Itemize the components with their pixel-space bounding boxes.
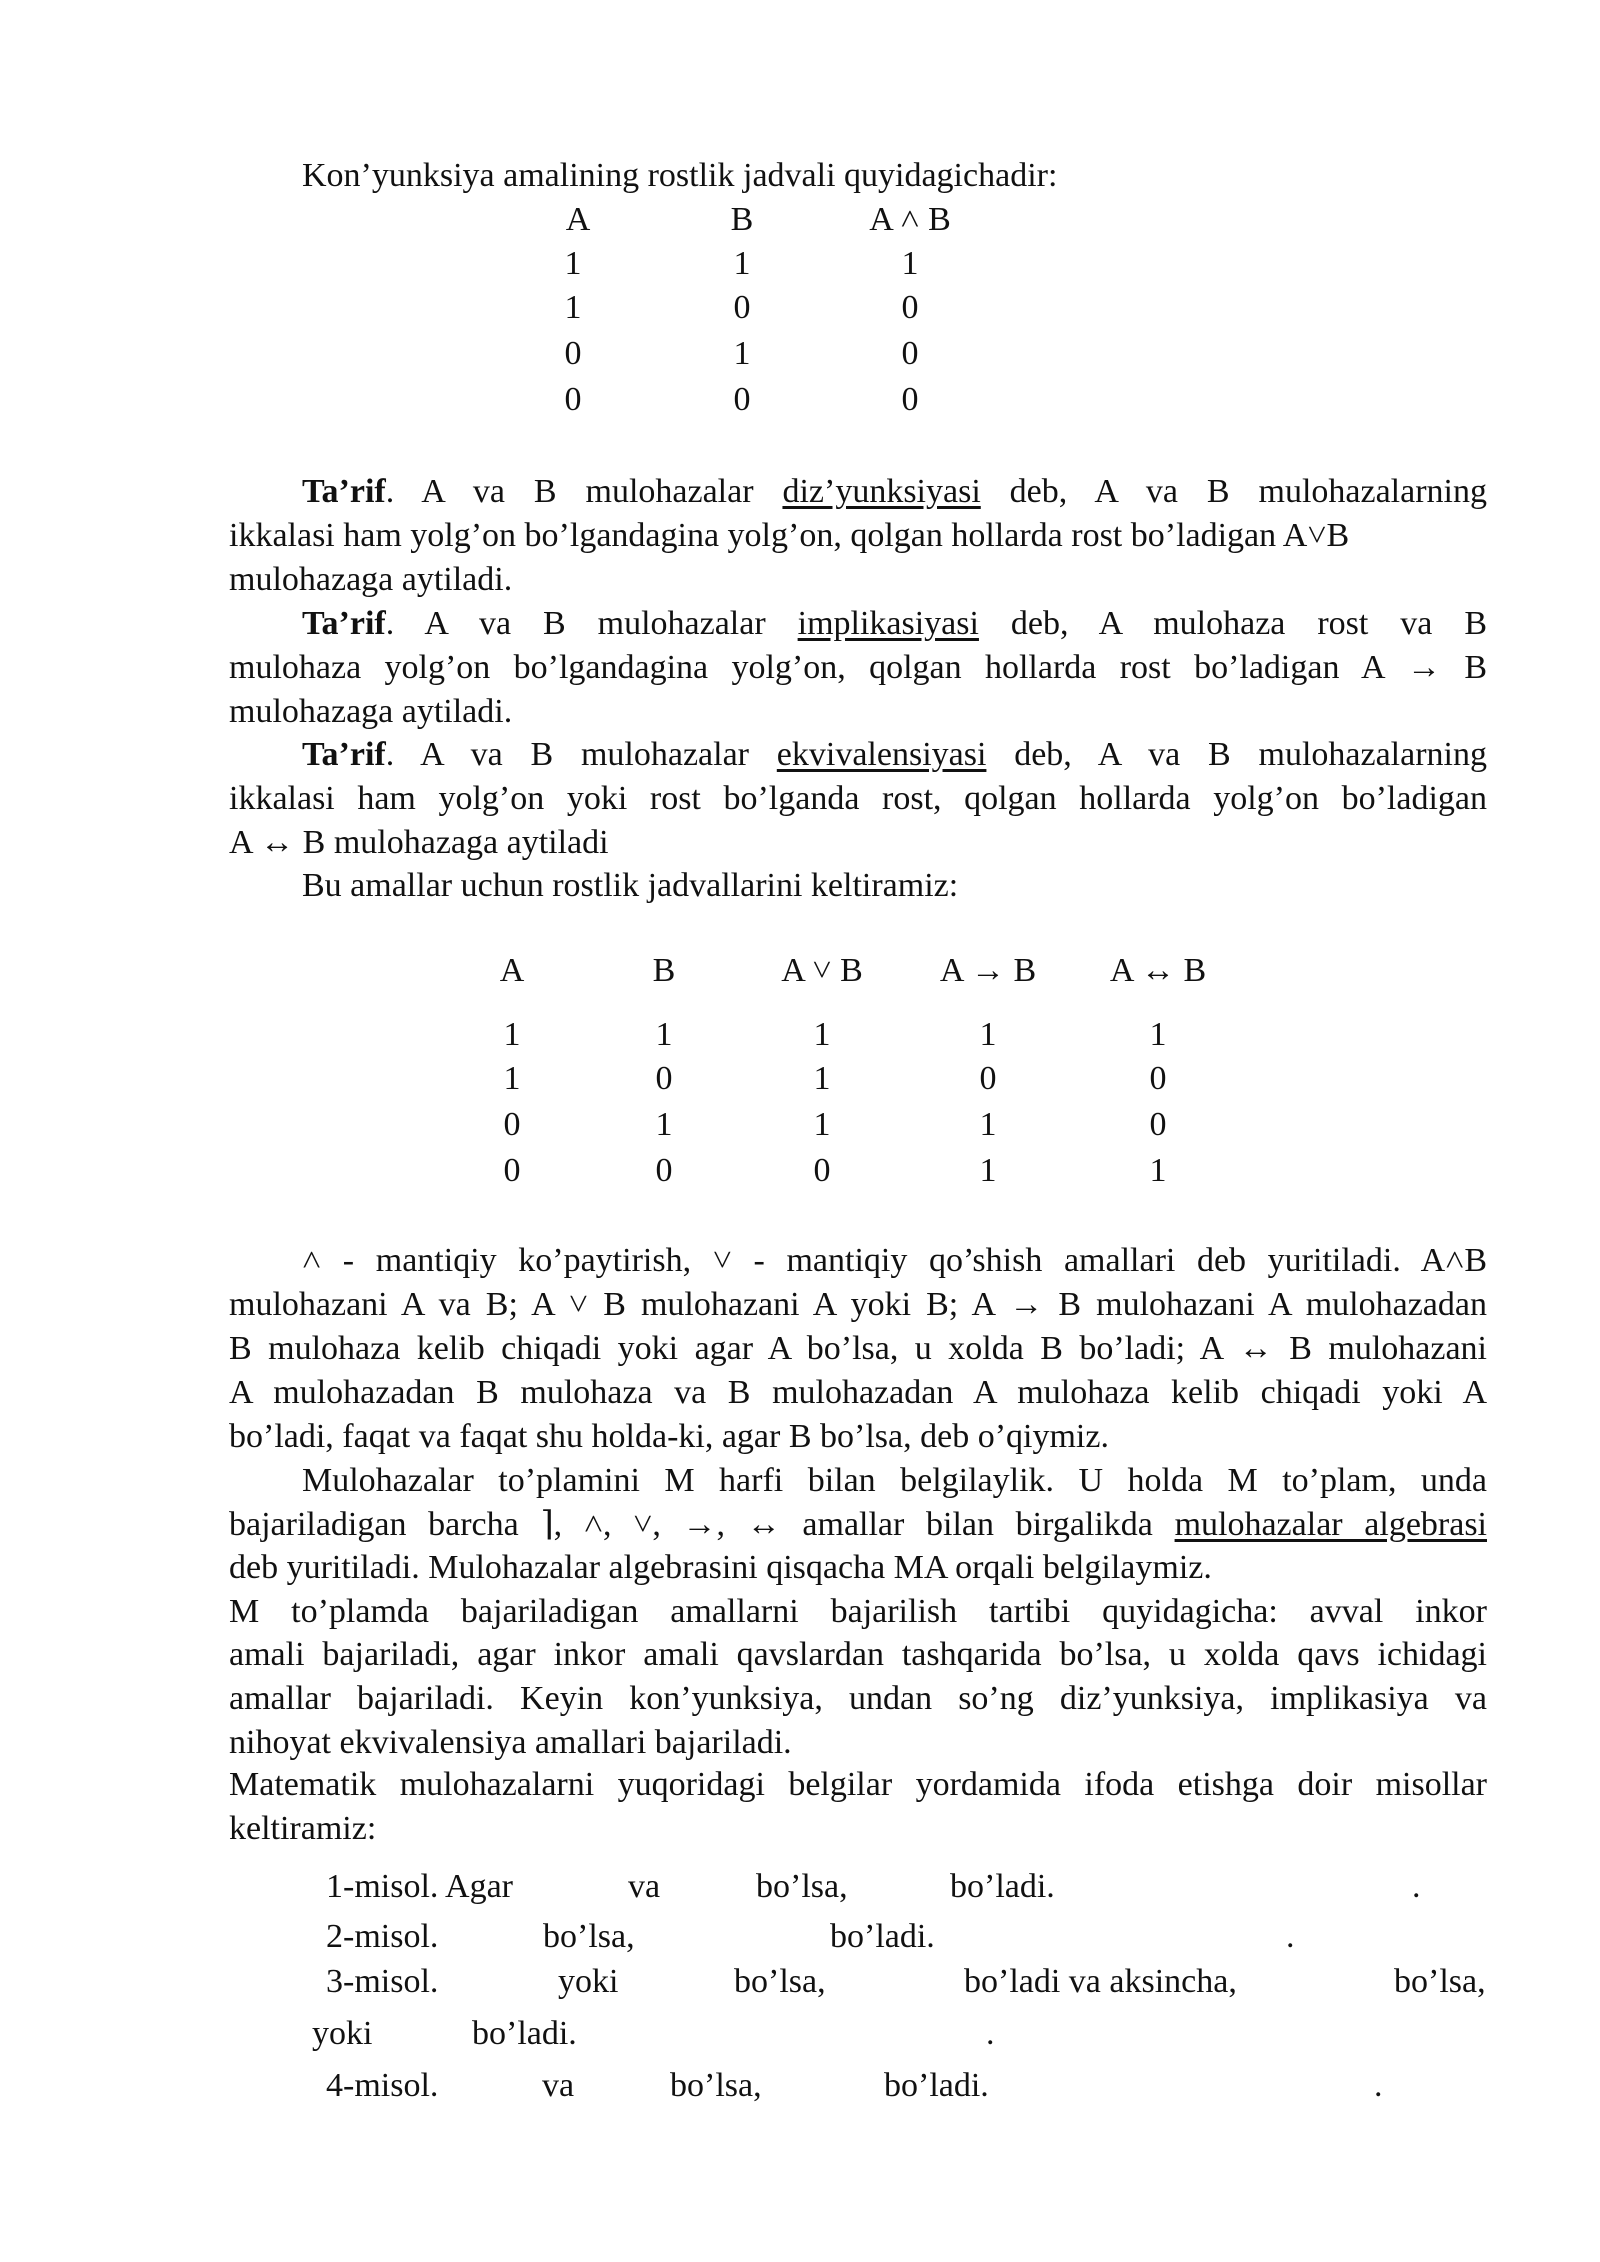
definition-text: mulohazaga aytiladi.: [229, 561, 513, 598]
definition-text: ikkalasi ham yolg’on bo’lgandagina yolg’on, qolgan hollarda rost bo’ladigan A˅B: [229, 517, 1350, 554]
algebra-text: Mulohazalar to’plamini M harfi bilan belgilaylik. U holda M to’plam, unda: [302, 1462, 1487, 1499]
ops-cell: 1: [813, 1060, 831, 1097]
conj-cell: 0: [901, 289, 919, 326]
examples-intro: Matematik mulohazalarni yuqoridagi belgilar yordamida ifoda etishga doir misollar: [229, 1766, 1487, 1803]
ops-cell: 1: [979, 1016, 997, 1053]
notation-text: mulohazani A va B; A ˅ B mulohazani A yoki B; A → B mulohazani A mulohazadan: [229, 1286, 1487, 1323]
conj-cell: 1: [733, 335, 751, 372]
ops-cell: 0: [655, 1060, 673, 1097]
ops-header: A: [499, 952, 525, 989]
conj-cell: 0: [733, 289, 751, 326]
ops-cell: 1: [1149, 1016, 1167, 1053]
conj-cell: 1: [564, 289, 582, 326]
ops-cell: 1: [979, 1152, 997, 1189]
conj-cell: 0: [733, 381, 751, 418]
ops-cell: 1: [503, 1060, 521, 1097]
ops-cell: 1: [655, 1016, 673, 1053]
algebra-text: deb yuritiladi. Mulohazalar algebrasini qisqacha MA orqali belgilaymiz.: [229, 1549, 1212, 1586]
notation-text: bo’ladi, faqat va faqat shu holda-ki, agar B bo’lsa, deb o’qiymiz.: [229, 1418, 1109, 1455]
definition-disjunction: Ta’rif. A va B mulohazalar diz’yunksiyasi deb, A va B mulohazalarning: [302, 473, 1487, 510]
term-equivalence: ekvivalensiyasi: [776, 736, 987, 773]
ops-cell: 1: [979, 1106, 997, 1143]
definition-text: mulohaza yolg’on bo’lgandagina yolg’on, qolgan hollarda rost bo’ladigan A → B: [229, 649, 1487, 686]
conj-cell: 0: [564, 335, 582, 372]
notation-text: B mulohaza kelib chiqadi yoki agar A bo’lsa, u xolda B bo’ladi; A ↔ B mulohazani: [229, 1330, 1487, 1367]
tables-intro: Bu amallar uchun rostlik jadvallarini keltiramiz:: [302, 867, 959, 904]
definition-equivalence: Ta’rif. A va B mulohazalar ekvivalensiyasi deb, A va B mulohazalarning: [302, 736, 1487, 773]
ops-cell: 0: [655, 1152, 673, 1189]
ops-header: A → B: [939, 952, 1037, 989]
conj-cell: 0: [901, 381, 919, 418]
term-disjunction: diz’yunksiyasi: [782, 473, 981, 510]
ops-header: A ˅ B: [781, 952, 863, 989]
algebra-definition: bajariladigan barcha ⌉, ˄, ˅, →, ↔ amallar bilan birgalikda mulohazalar algebrasi: [229, 1506, 1487, 1543]
definition-implication: Ta’rif. A va B mulohazalar implikasiyasi deb, A mulohaza rost va B: [302, 605, 1487, 642]
ops-cell: 1: [813, 1106, 831, 1143]
definition-text: A ↔ B mulohazaga aytiladi: [229, 824, 609, 861]
order-text: amallar bajariladi. Keyin kon’yunksiya, undan so’ng diz’yunksiya, implikasiya va: [229, 1680, 1487, 1717]
order-text: M to’plamda bajariladigan amallarni bajarilish tartibi quyidagicha: avval inkor: [229, 1593, 1487, 1630]
term-implication: implikasiyasi: [797, 605, 979, 642]
order-text: nihoyat ekvivalensiya amallari bajariladi.: [229, 1724, 792, 1761]
conj-header-b: B: [730, 201, 754, 238]
examples-intro: keltiramiz:: [229, 1810, 377, 1847]
ops-cell: 1: [655, 1106, 673, 1143]
conj-intro: Kon’yunksiya amalining rostlik jadvali quyidagichadir:: [302, 157, 1058, 194]
ops-cell: 0: [503, 1152, 521, 1189]
ops-cell: 0: [1149, 1106, 1167, 1143]
ops-cell: 0: [979, 1060, 997, 1097]
ops-header: B: [652, 952, 676, 989]
conj-cell: 1: [564, 245, 582, 282]
notation-text: ˄ - mantiqiy ko’paytirish, ˅ - mantiqiy qo’shish amallari deb yuritiladi. A˄B: [302, 1242, 1487, 1279]
conj-cell: 1: [733, 245, 751, 282]
order-text: amali bajariladi, agar inkor amali qavslardan tashqarida bo’lsa, u xolda qavs ichidagi: [229, 1636, 1487, 1673]
ops-cell: 0: [813, 1152, 831, 1189]
conj-header-a: A: [565, 201, 591, 238]
ops-header: A ↔ B: [1109, 952, 1207, 989]
ops-cell: 1: [813, 1016, 831, 1053]
conj-cell: 1: [901, 245, 919, 282]
conj-cell: 0: [901, 335, 919, 372]
definition-text: mulohazaga aytiladi.: [229, 693, 513, 730]
document-page: Kon’yunksiya amalining rostlik jadvali quyidagichadir: A B A ˄ B 1 1 1 1 0 0 0 1 0 0 0 0 Ta’rif. A va B mulohazalar diz’yunksiyasi deb, A va B mulohazalarning ikkalasi ham yolg’on bo’lgandagina yolg’on, qolgan hollarda rost bo’ladigan A˅B mulohazaga aytiladi. Ta’rif. A va B mulohazalar implikasiyasi deb, A mulohaza rost va B mulohaza yolg’on bo’lgandagina yolg’on, qolgan hollarda rost bo’ladigan A → B mulohazaga aytiladi. Ta’rif. A va B mulohazalar ekvivalensiyasi deb, A va B mulohazalarning ikkalasi ham yolg’on yoki rost bo’lganda rost, qolgan hollarda yolg’on bo’ladigan A ↔ B mulohazaga aytiladi Bu amallar uchun rostlik jadvallarini keltiramiz: A B A ˅ B A → B A ↔ B 1 1 1 1 1 1 0 1 0 0 0 1 1 1 0 0 0 0 1 1 ˄ - mantiqiy ko’paytirish, ˅ - mantiqiy qo’shish amallari deb yuritiladi. A˄B mulohazani A va B; A ˅ B mulohazani A yoki B; A → B mulohazani A mulohazadan B mulohaza kelib chiqadi yoki agar A bo’lsa, u xolda B bo’ladi; A ↔ B mulohazani A mulohazadan B mulohaza va B mulohazadan A mulohaza kelib chiqadi yoki A bo’ladi, faqat va faqat shu holda-ki, agar B bo’lsa, deb o’qiymiz. Mulohazalar to’plamini M harfi bilan belgilaylik. U holda M to’plam, unda bajariladigan barcha ⌉, ˄, ˅, →, ↔ amallar bilan birgalikda mulohazalar algebrasi deb yuritiladi. Mulohazalar algebrasini qisqacha MA orqali belgilaymiz. M to’plamda bajariladigan amallarni bajarilish tartibi quyidagicha: avval inkor amali bajariladi, agar inkor amali qavslardan tashqarida bo’lsa, u xolda qavs ichidagi amallar bajariladi. Keyin kon’yunksiya, undan so’ng diz’yunksiya, implikasiya va nihoyat ekvivalensiya amallari bajariladi. Matematik mulohazalarni yuqoridagi belgilar yordamida ifoda etishga doir misollar keltiramiz: 1-misol. Agar va bo’lsa, bo’ladi. . 2-misol. bo’lsa, bo’ladi. . 3-misol. yoki bo’lsa, bo’ladi va aksincha, bo’lsa, yoki bo’ladi. . 4-misol. va bo’lsa, bo’ladi. .: [0, 0, 1600, 2262]
ops-cell: 1: [503, 1016, 521, 1053]
ops-cell: 1: [1149, 1152, 1167, 1189]
conj-cell: 0: [564, 381, 582, 418]
ops-cell: 0: [1149, 1060, 1167, 1097]
conj-header-ab: A ˄ B: [869, 201, 951, 238]
notation-text: A mulohazadan B mulohaza va B mulohazadan A mulohaza kelib chiqadi yoki A: [229, 1374, 1487, 1411]
ops-cell: 0: [503, 1106, 521, 1143]
term-proposition-algebra: mulohazalar algebrasi: [1174, 1506, 1487, 1543]
definition-text: ikkalasi ham yolg’on yoki rost bo’lganda rost, qolgan hollarda yolg’on bo’ladigan: [229, 780, 1487, 817]
